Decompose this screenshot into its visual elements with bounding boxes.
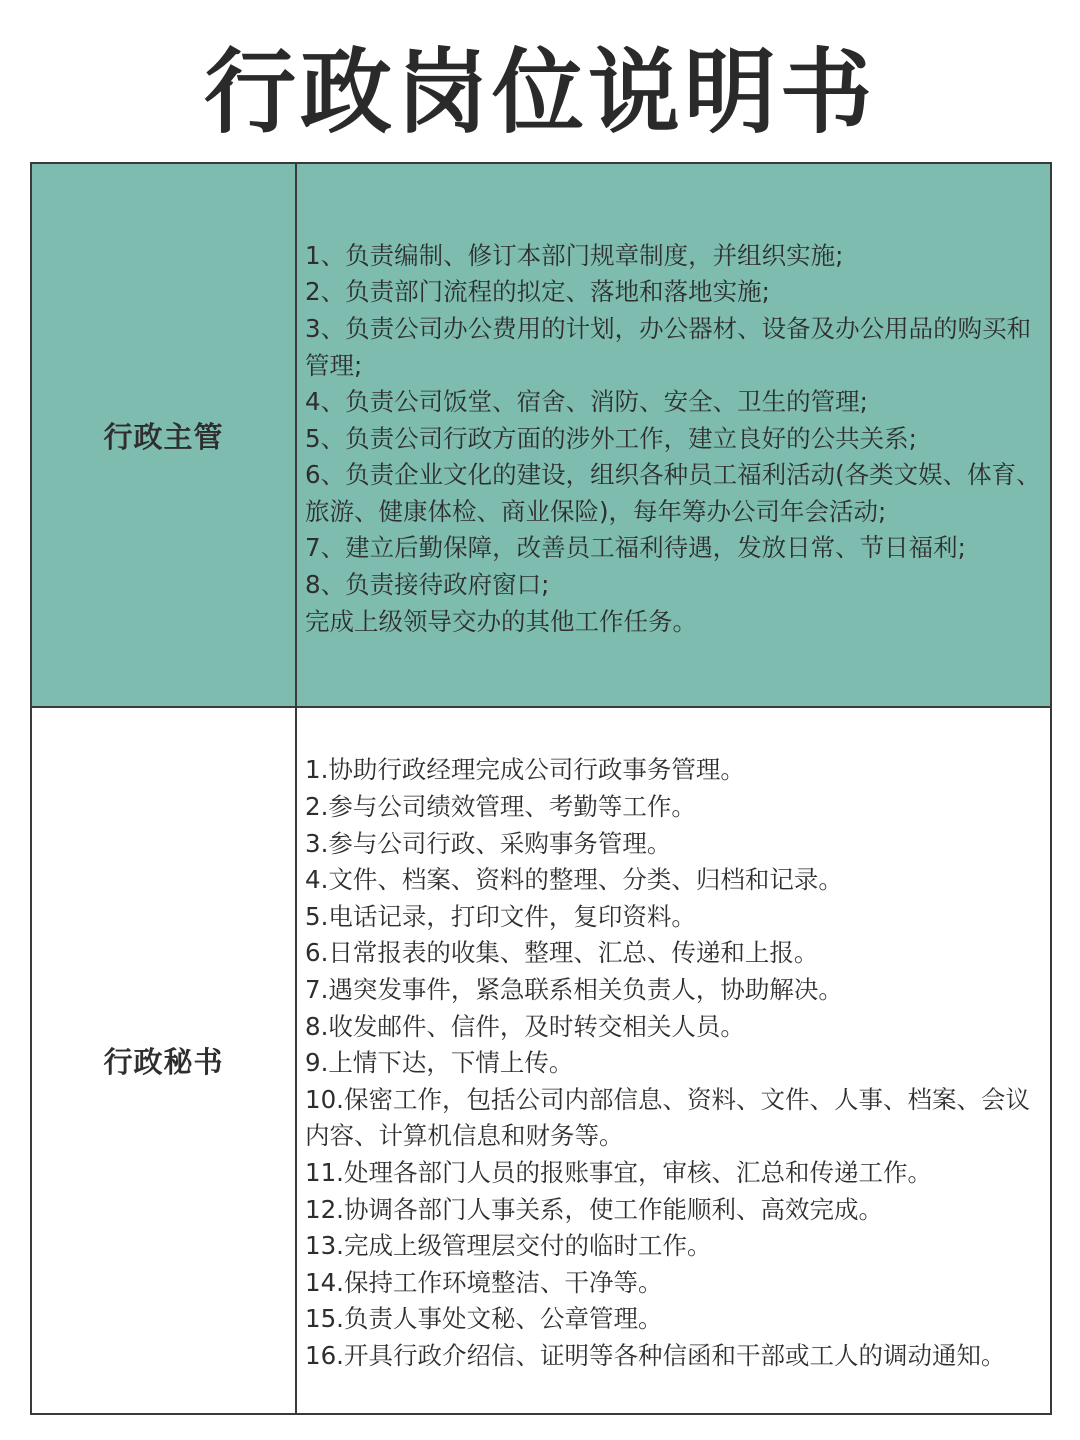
duty-item: 2.参与公司绩效管理、考勤等工作。 [305, 792, 696, 822]
duty-item: 7、建立后勤保障，改善员工福利待遇，发放日常、节日福利; [305, 533, 966, 563]
duty-item: 3.参与公司行政、采购事务管理。 [305, 828, 672, 858]
duty-item: 2、负责部门流程的拟定、落地和落地实施; [305, 277, 770, 307]
duty-item: 13.完成上级管理层交付的临时工作。 [305, 1231, 712, 1261]
table-row [31, 163, 1051, 707]
table-row [31, 707, 1051, 1414]
duty-item: 1.协助行政经理完成公司行政事务管理。 [305, 755, 745, 785]
duty-item: 1、负责编制、修订本部门规章制度，并组织实施; [305, 240, 844, 270]
duty-item: 12.协调各部门人事关系，使工作能顺利、高效完成。 [305, 1194, 883, 1224]
duty-item: 6.日常报表的收集、整理、汇总、传递和上报。 [305, 938, 819, 968]
duty-item: 10.保密工作，包括公司内部信息、资料、文件、人事、档案、会议内容、计算机信息和财务等。 [305, 1084, 1030, 1151]
page-title: 行政岗位说明书 [203, 39, 876, 146]
role-name-cell: 行政秘书 [31, 707, 296, 1414]
job-description-table [30, 162, 1052, 1415]
duty-item: 8.收发邮件、信件，及时转交相关人员。 [305, 1011, 745, 1041]
duty-item: 9.上情下达，下情上传。 [305, 1048, 574, 1078]
duty-list [305, 238, 1042, 641]
duty-item: 7.遇突发事件，紧急联系相关负责人，协助解决。 [305, 975, 843, 1005]
duty-item: 16.开具行政介绍信、证明等各种信函和干部或工人的调动通知。 [305, 1340, 1006, 1370]
duty-item: 4.文件、档案、资料的整理、分类、归档和记录。 [305, 865, 843, 895]
duty-item: 5、负责公司行政方面的涉外工作，建立良好的公共关系; [305, 423, 917, 453]
duty-item: 15.负责人事处文秘、公章管理。 [305, 1304, 663, 1334]
duties-cell [296, 163, 1051, 707]
duties-cell [296, 707, 1051, 1414]
duty-item: 6、负责企业文化的建设，组织各种员工福利活动(各类文娱、体育、旅游、健康体检、商业保险)，每年筹办公司年会活动; [305, 460, 1041, 526]
duty-item: 3、负责公司办公费用的计划，办公器材、设备及办公用品的购买和管理; [305, 313, 1032, 380]
duty-item: 8、负责接待政府窗口; [305, 570, 550, 600]
role-name-cell: 行政主管 [31, 163, 296, 707]
duty-list [305, 752, 1042, 1374]
duty-item: 14.保持工作环境整洁、干净等。 [305, 1267, 663, 1297]
duty-item: 5.电话记录，打印文件，复印资料。 [305, 901, 696, 931]
duty-item: 完成上级领导交办的其他工作任务。 [305, 606, 697, 636]
duty-item: 4、负责公司饭堂、宿舍、消防、安全、卫生的管理; [305, 387, 868, 417]
duty-item: 11.处理各部门人员的报账事宜，审核、汇总和传递工作。 [305, 1157, 932, 1187]
